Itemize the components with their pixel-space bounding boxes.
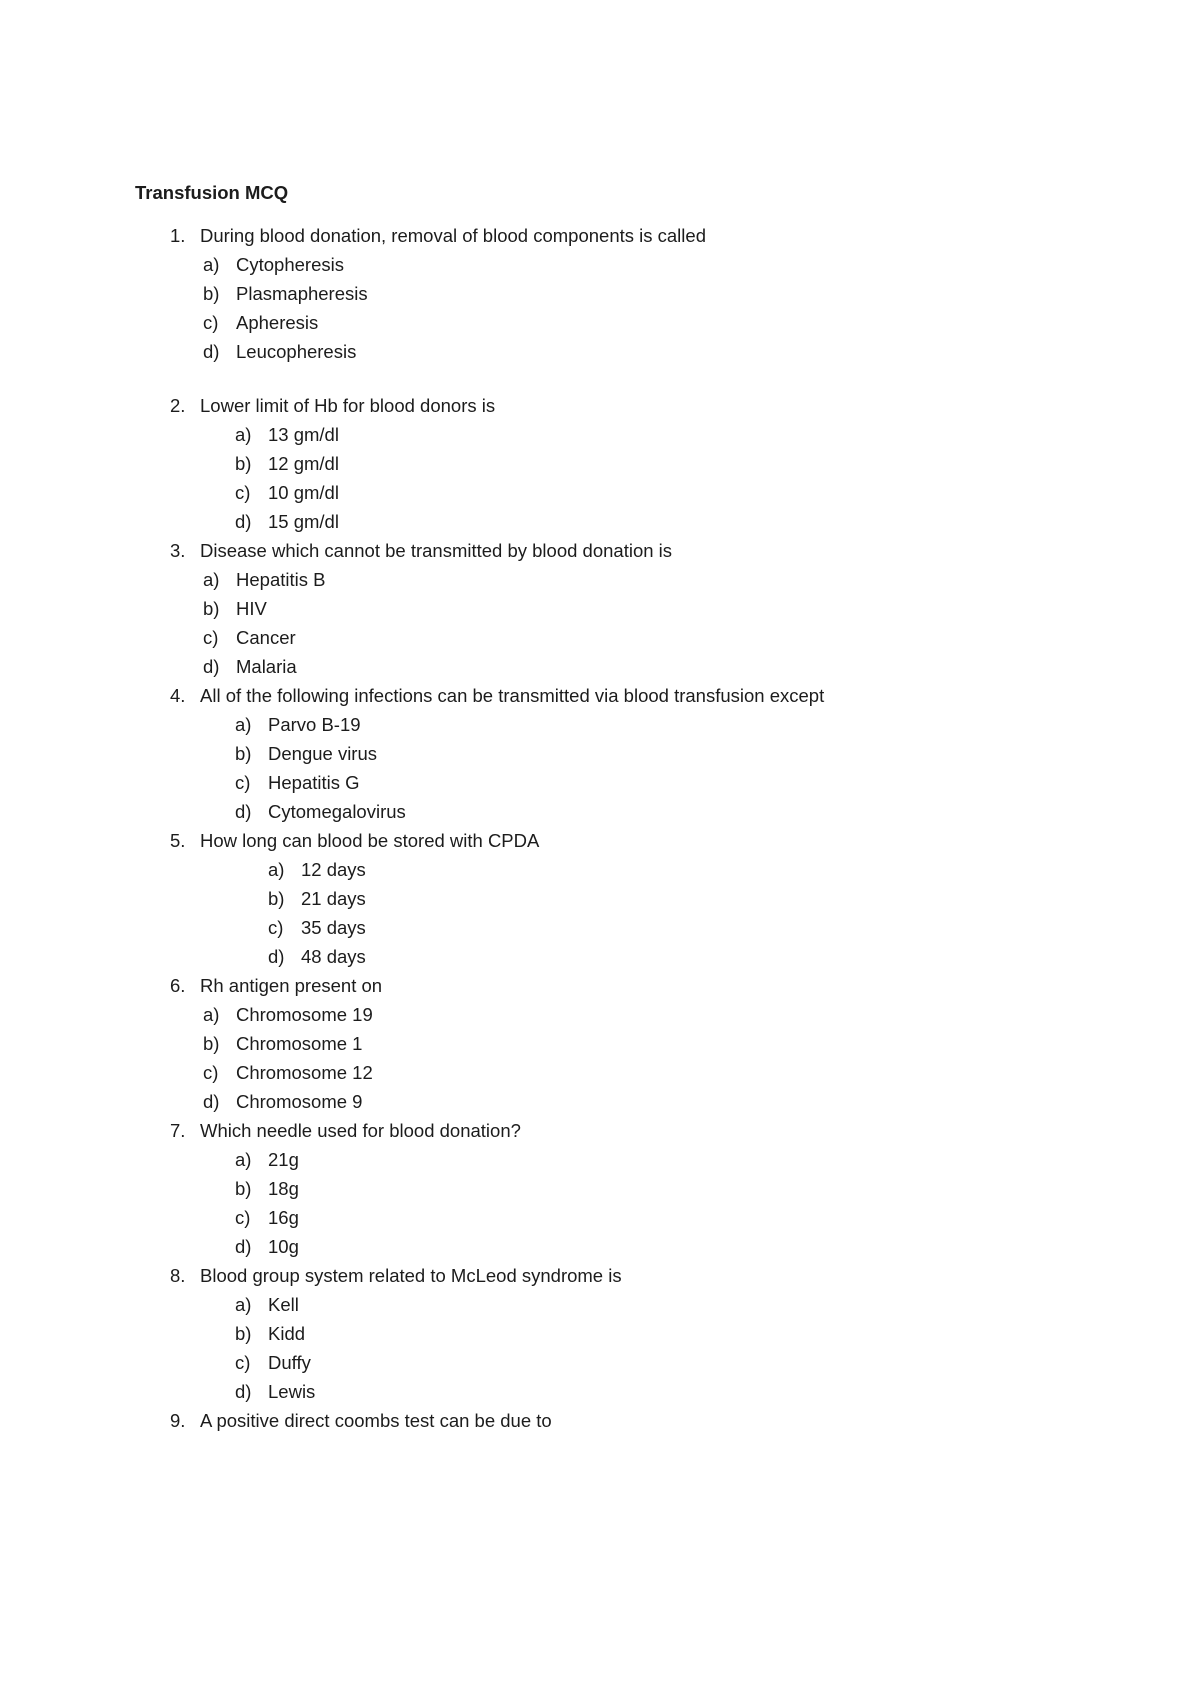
option [203,337,1120,366]
option-text: 21 days [301,888,366,909]
option-label: a) [235,1149,252,1170]
option-label: d) [203,656,220,677]
option-label: b) [235,453,252,474]
question-7 [135,1116,1120,1261]
question-1 [135,221,1120,366]
option-text: Chromosome 12 [236,1062,373,1083]
option [235,710,1120,739]
option-text: HIV [236,598,267,619]
option [203,279,1120,308]
option-label: b) [203,1033,220,1054]
option-text: 12 gm/dl [268,453,339,474]
option-text: Parvo B-19 [268,714,361,735]
option-label: c) [235,1352,251,1373]
option-text: Malaria [236,656,297,677]
option [235,768,1120,797]
option-label: d) [235,1381,252,1402]
option [235,1203,1120,1232]
question-text: Disease which cannot be transmitted by blood donation is [200,540,673,561]
question-9 [135,1406,1120,1435]
option [268,942,1120,971]
option-label: c) [203,1062,219,1083]
option [235,1232,1120,1261]
question-8 [135,1261,1120,1406]
option-text: 15 gm/dl [268,511,339,532]
option-text: Kidd [268,1323,306,1344]
option [235,1348,1120,1377]
option-label: c) [235,1207,251,1228]
option-text: Chromosome 9 [236,1091,363,1112]
option-label: d) [235,1236,252,1257]
option-label: a) [235,424,252,445]
question-number: 6. [170,975,186,996]
question-text: Rh antigen present on [200,975,383,996]
option [235,1377,1120,1406]
question-6 [135,971,1120,1116]
option-text: 10 gm/dl [268,482,339,503]
option-text: Kell [268,1294,299,1315]
option-label: d) [268,946,285,967]
question-text: Lower limit of Hb for blood donors is [200,395,496,416]
question-number: 4. [170,685,186,706]
option-label: d) [203,341,220,362]
question-text: A positive direct coombs test can be due to [200,1410,552,1431]
option [203,565,1120,594]
question-5 [135,826,1120,971]
option-text: 21g [268,1149,299,1170]
option [203,1087,1120,1116]
question-text: Blood group system related to McLeod syndrome is [200,1265,622,1286]
option [235,478,1120,507]
option [235,507,1120,536]
option [235,1145,1120,1174]
option-label: b) [203,598,220,619]
option-label: d) [235,511,252,532]
option-text: 48 days [301,946,366,967]
option-label: d) [203,1091,220,1112]
option [235,449,1120,478]
option [203,1029,1120,1058]
question-text: Which needle used for blood donation? [200,1120,521,1141]
option [235,797,1120,826]
option-text: 10g [268,1236,299,1257]
option [268,855,1120,884]
option [235,420,1120,449]
option [268,913,1120,942]
option [203,594,1120,623]
option-text: Cytopheresis [236,254,344,275]
option-text: Duffy [268,1352,311,1373]
option-label: c) [203,627,219,648]
option-text: 12 days [301,859,366,880]
option-label: b) [235,1323,252,1344]
question-number: 1. [170,225,186,246]
question-number: 9. [170,1410,186,1431]
option-text: Plasmapheresis [236,283,368,304]
option-label: d) [235,801,252,822]
option-text: Dengue virus [268,743,378,764]
document-title: Transfusion MCQ [135,182,289,203]
option [235,1174,1120,1203]
option-label: c) [268,917,284,938]
option-text: Chromosome 19 [236,1004,373,1025]
question-text: During blood donation, removal of blood components is called [200,225,706,246]
option-label: a) [203,1004,220,1025]
option-label: c) [235,772,251,793]
option-text: 13 gm/dl [268,424,339,445]
question-text: All of the following infections can be transmitted via blood transfusion except [200,685,825,706]
option-label: b) [203,283,220,304]
option-label: b) [235,1178,252,1199]
option-label: b) [235,743,252,764]
option [203,623,1120,652]
option-label: a) [268,859,285,880]
option [235,1319,1120,1348]
question-number: 3. [170,540,186,561]
option [203,308,1120,337]
option-text: Cancer [236,627,296,648]
option-text: Apheresis [236,312,319,333]
option-text: Lewis [268,1381,316,1402]
question-number: 8. [170,1265,186,1286]
option-text: Leucopheresis [236,341,357,362]
option-text: Hepatitis G [268,772,360,793]
option-label: a) [235,714,252,735]
question-4 [135,681,1120,826]
option-label: c) [203,312,219,333]
option-label: b) [268,888,285,909]
question-3 [135,536,1120,681]
option-label: a) [203,254,220,275]
question-number: 7. [170,1120,186,1141]
option [268,884,1120,913]
option [235,739,1120,768]
option-label: a) [235,1294,252,1315]
option [203,250,1120,279]
question-text: How long can blood be stored with CPDA [200,830,540,851]
option-text: 35 days [301,917,366,938]
question-number: 5. [170,830,186,851]
question-number: 2. [170,395,186,416]
option [203,1000,1120,1029]
option-text: Hepatitis B [236,569,326,590]
question-2 [135,391,1120,536]
option-text: 16g [268,1207,299,1228]
option [203,652,1120,681]
option-text: 18g [268,1178,299,1199]
option-label: a) [203,569,220,590]
option-label: c) [235,482,251,503]
option [235,1290,1120,1319]
option [203,1058,1120,1087]
option-text: Chromosome 1 [236,1033,363,1054]
option-text: Cytomegalovirus [268,801,406,822]
